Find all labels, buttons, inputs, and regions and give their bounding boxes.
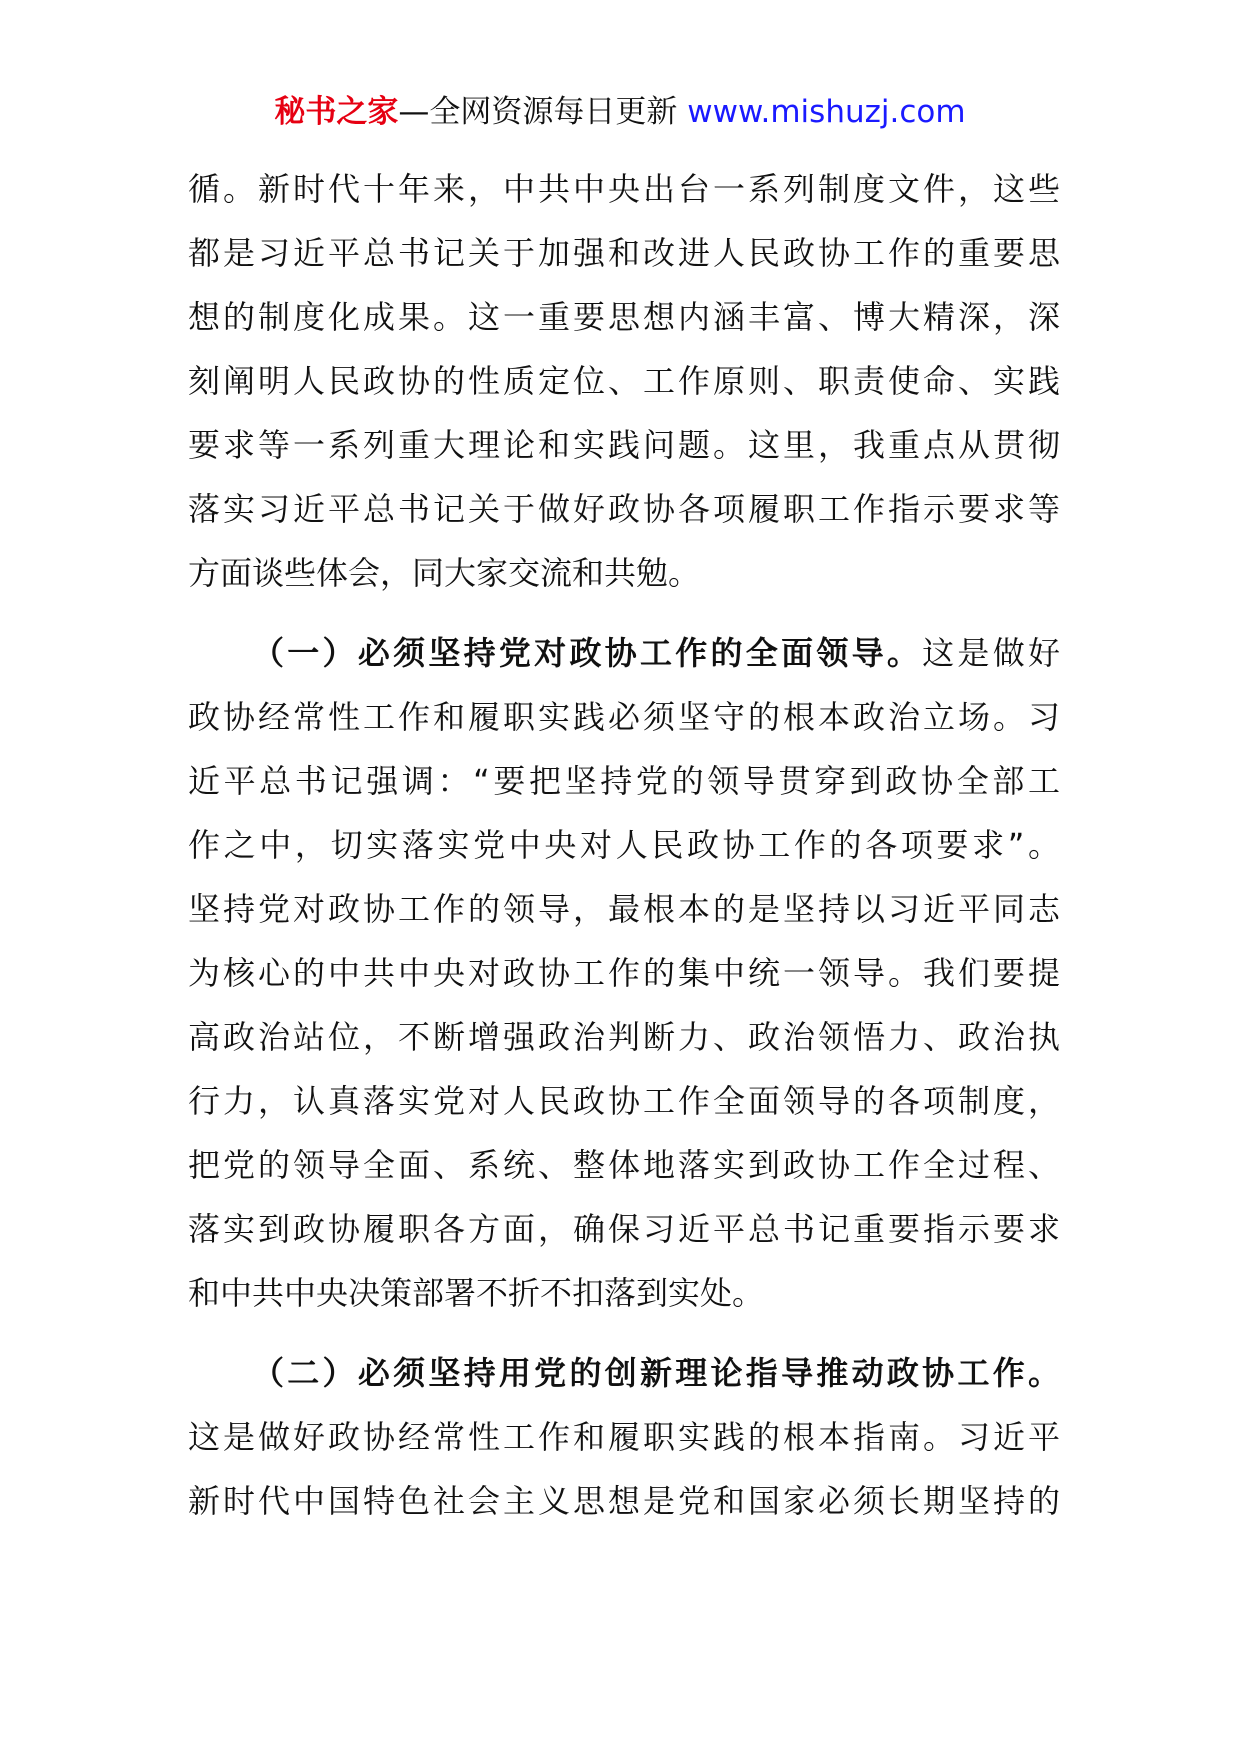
paragraph-line: 政协经常性工作和履职实践必须坚守的根本政治立场。习 [188,698,1060,736]
paragraph-line: 和中共中央决策部署不折不扣落到实处。 [188,1274,765,1312]
paragraph-line: 高政治站位，不断增强政治判断力、政治领悟力、政治执 [188,1018,1060,1056]
paragraph-line-rest: 这是做好 [922,634,1060,672]
paragraph-line: 作之中，切实落实党中央对人民政协工作的各项要求”。 [188,826,1060,864]
paragraph-line: 落实到政协履职各方面，确保习近平总书记重要指示要求 [188,1210,1060,1248]
paragraph-line: 循。新时代十年来，中共中央出台一系列制度文件，这些 [188,170,1060,208]
document-body [188,157,1060,1533]
paragraph-party-leadership [188,621,1060,1325]
site-header [0,92,1240,132]
paragraph-line: 要求等一系列重大理论和实践问题。这里，我重点从贯彻 [188,426,1060,464]
paragraph-line: 想的制度化成果。这一重要思想内涵丰富、博大精深，深 [188,298,1060,336]
paragraph-first-line [188,621,1060,685]
section-heading: （二）必须坚持用党的创新理论指导推动政协工作。 [252,1354,1060,1392]
paragraph-line: 新时代中国特色社会主义思想是党和国家必须长期坚持的 [188,1482,1060,1520]
site-brand: 秘书之家 [274,94,399,130]
site-tagline: —全网资源每日更新 [398,94,678,130]
paragraph-line: 方面谈些体会，同大家交流和共勉。 [188,554,701,592]
paragraph-innovative-theory [188,1341,1060,1533]
paragraph-intro [188,157,1060,605]
paragraph-line: 坚持党对政协工作的领导，最根本的是坚持以习近平同志 [188,890,1060,928]
paragraph-line: 落实习近平总书记关于做好政协各项履职工作指示要求等 [188,490,1060,528]
site-url[interactable]: www.mishuzj.com [687,94,966,130]
paragraph-line: 这是做好政协经常性工作和履职实践的根本指南。习近平 [188,1418,1060,1456]
paragraph-line: 把党的领导全面、系统、整体地落实到政协工作全过程、 [188,1146,1060,1184]
paragraph-line: 近平总书记强调：“要把坚持党的领导贯穿到政协全部工 [188,762,1060,800]
paragraph-line: 都是习近平总书记关于加强和改进人民政协工作的重要思 [188,234,1060,272]
paragraph-line: 为核心的中共中央对政协工作的集中统一领导。我们要提 [188,954,1060,992]
section-heading: （一）必须坚持党对政协工作的全面领导。 [252,634,923,672]
paragraph-line: 刻阐明人民政协的性质定位、工作原则、职责使命、实践 [188,362,1060,400]
paragraph-line: 行力，认真落实党对人民政协工作全面领导的各项制度， [188,1082,1060,1120]
